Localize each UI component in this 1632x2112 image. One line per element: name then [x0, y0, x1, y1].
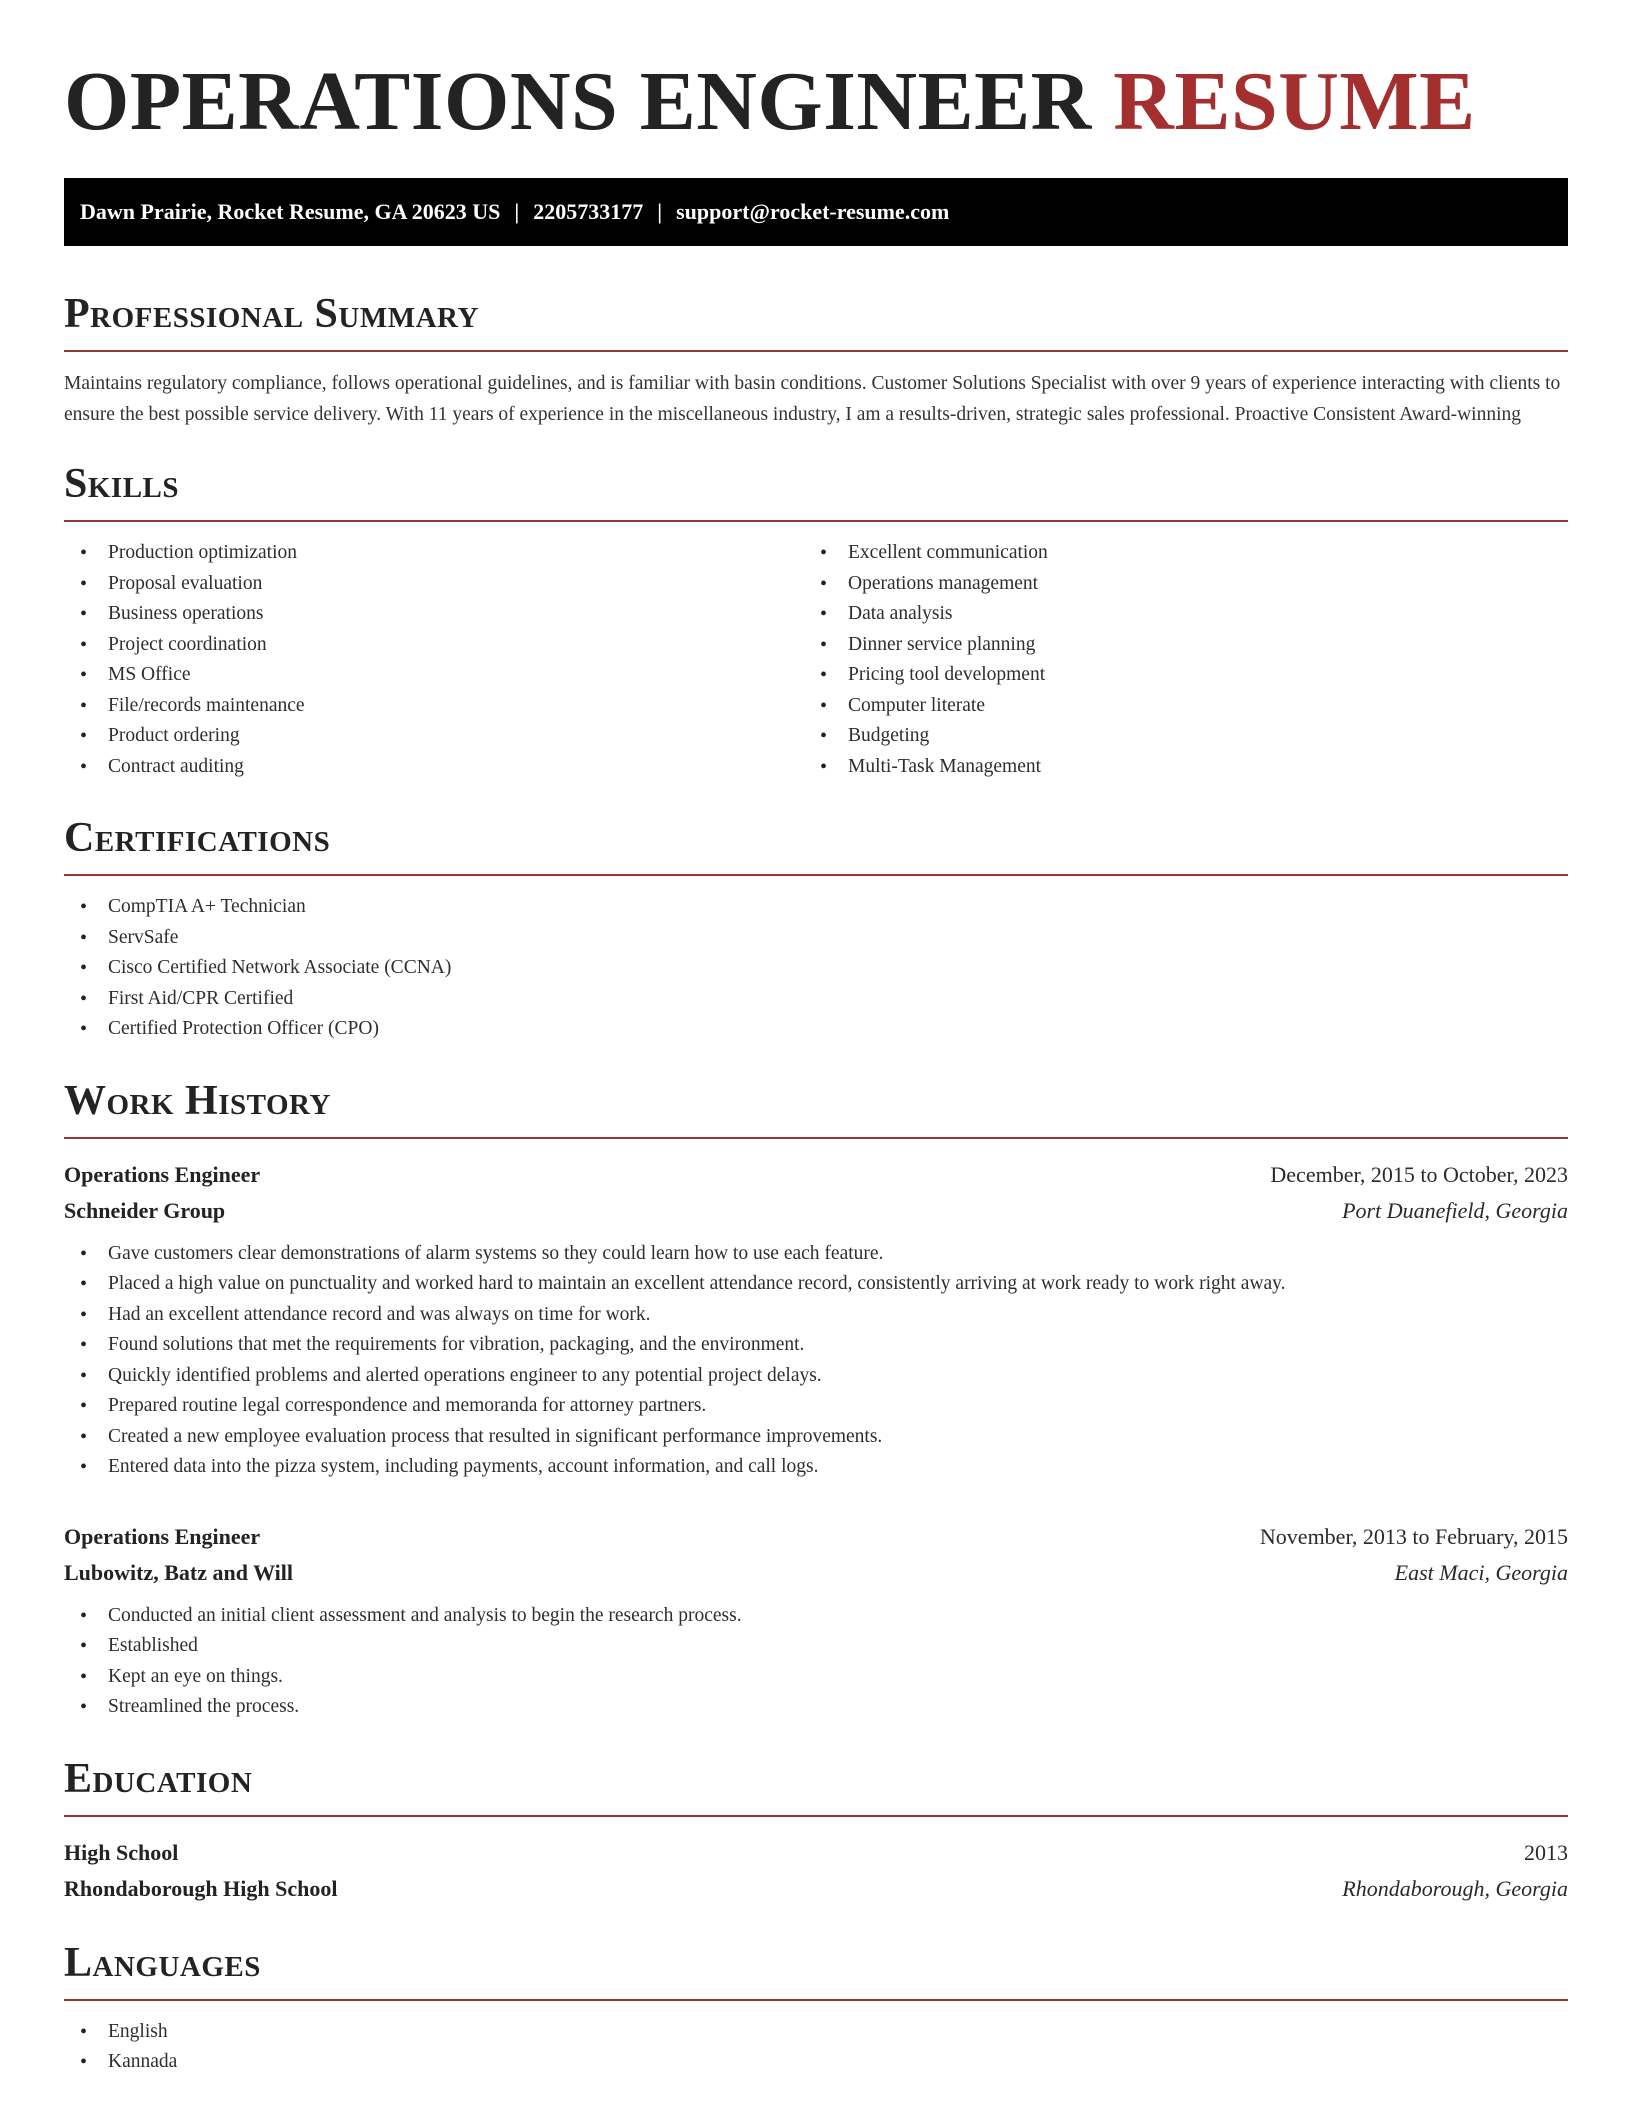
- job-company: Schneider Group: [64, 1197, 226, 1223]
- education-degree: High School: [64, 1839, 179, 1865]
- skill-item: • Multi-Task Management: [804, 752, 1544, 783]
- job-duties-list: [64, 1239, 1568, 1483]
- education-entry: [64, 1835, 1568, 1907]
- job-location: Port Duanefield, Georgia: [1342, 1197, 1568, 1223]
- skill-item: • Product ordering: [64, 721, 804, 752]
- skill-item: • Proposal evaluation: [64, 569, 804, 600]
- contact-address: Dawn Prairie, Rocket Resume, GA 20623 US: [80, 199, 501, 224]
- certifications-list: [64, 892, 1568, 1045]
- education-location: Rhondaborough, Georgia: [1342, 1875, 1568, 1901]
- skill-item: • Budgeting: [804, 721, 1544, 752]
- skill-item: • Production optimization: [64, 538, 804, 569]
- page-title: [64, 56, 1568, 148]
- languages-heading: Languages: [64, 1939, 1568, 2001]
- job-dates: November, 2013 to February, 2015: [1259, 1523, 1568, 1549]
- job-duty: • Placed a high value on punctuality and worked hard to maintain an excellent attendance record, consistently arriving at work ready to work right away.: [64, 1269, 1568, 1300]
- skills-section: [64, 460, 1568, 782]
- summary-heading: Professional Summary: [64, 290, 1568, 352]
- work-history-section: [64, 1077, 1568, 1723]
- job-duty: • Streamlined the process.: [64, 1692, 1568, 1723]
- skills-list-left: [64, 538, 804, 782]
- language-item: • English: [64, 2017, 1568, 2048]
- title-accent: RESUME: [1113, 55, 1476, 148]
- skill-item: • Computer literate: [804, 691, 1544, 722]
- skills-list-right: [804, 538, 1544, 782]
- skill-item: • Contract auditing: [64, 752, 804, 783]
- job-role: Operations Engineer: [64, 1523, 261, 1549]
- job-duty: • Entered data into the pizza system, including payments, account information, and call logs.: [64, 1452, 1568, 1483]
- job-duty: • Found solutions that met the requirements for vibration, packaging, and the environment.: [64, 1330, 1568, 1361]
- job-duty: • Gave customers clear demonstrations of alarm systems so they could learn how to use each feature.: [64, 1239, 1568, 1270]
- certification-item: • First Aid/CPR Certified: [64, 984, 1568, 1015]
- education-heading: Education: [64, 1755, 1568, 1817]
- skill-item: • Business operations: [64, 599, 804, 630]
- contact-email: support@rocket-resume.com: [676, 199, 950, 224]
- certification-item: • CompTIA A+ Technician: [64, 892, 1568, 923]
- skill-item: • Data analysis: [804, 599, 1544, 630]
- job-entry: [64, 1519, 1568, 1723]
- job-duty: • Created a new employee evaluation process that resulted in significant performance improvements.: [64, 1422, 1568, 1453]
- job-duty: • Quickly identified problems and alerted operations engineer to any potential project delays.: [64, 1361, 1568, 1392]
- job-duties-list: [64, 1601, 1568, 1723]
- title-main: OPERATIONS ENGINEER: [64, 55, 1092, 148]
- skill-item: • File/records maintenance: [64, 691, 804, 722]
- skill-item: • Operations management: [804, 569, 1544, 600]
- job-duty: • Established: [64, 1631, 1568, 1662]
- job-header-row: [64, 1519, 1568, 1555]
- skills-heading: Skills: [64, 460, 1568, 522]
- job-duty: • Had an excellent attendance record and was always on time for work.: [64, 1300, 1568, 1331]
- languages-section: [64, 1939, 1568, 2078]
- skill-item: • Dinner service planning: [804, 630, 1544, 661]
- languages-list: [64, 2017, 1568, 2078]
- education-section: [64, 1755, 1568, 1907]
- job-company-row: [64, 1193, 1568, 1229]
- education-header-row: [64, 1835, 1568, 1871]
- skill-item: • Project coordination: [64, 630, 804, 661]
- job-company: Lubowitz, Batz and Will: [64, 1559, 294, 1585]
- contact-separator: |: [514, 199, 520, 224]
- job-duty: • Conducted an initial client assessment and analysis to begin the research process.: [64, 1601, 1568, 1632]
- education-year: 2013: [1524, 1839, 1568, 1865]
- skills-grid: [64, 538, 1568, 782]
- skill-item: • MS Office: [64, 660, 804, 691]
- job-header-row: [64, 1157, 1568, 1193]
- job-duty: • Prepared routine legal correspondence and memoranda for attorney partners.: [64, 1391, 1568, 1422]
- summary-text: Maintains regulatory compliance, follows operational guidelines, and is familiar with basin conditions. Customer Solutions Specialist with over 9 years of experience interacting with clients to ensure the best possible service delivery. With 11 years of experience in the miscellaneous industry, I am a results-driven, strategic sales professional. Proactive Consistent Award-winning: [64, 373, 1561, 425]
- job-dates: December, 2015 to October, 2023: [1270, 1161, 1568, 1187]
- job-duty: • Kept an eye on things.: [64, 1662, 1568, 1693]
- contact-separator: |: [657, 199, 663, 224]
- job-role: Operations Engineer: [64, 1161, 261, 1187]
- contact-phone: 2205733177: [533, 199, 644, 224]
- certification-item: • Certified Protection Officer (CPO): [64, 1014, 1568, 1045]
- contact-bar: [64, 178, 1568, 246]
- job-location: East Maci, Georgia: [1394, 1559, 1568, 1585]
- summary-section: [64, 290, 1568, 430]
- certification-item: • Cisco Certified Network Associate (CCNA): [64, 953, 1568, 984]
- language-item: • Kannada: [64, 2047, 1568, 2078]
- work-history-heading: Work History: [64, 1077, 1568, 1139]
- certifications-heading: Certifications: [64, 814, 1568, 876]
- education-school-row: [64, 1871, 1568, 1907]
- skill-item: • Excellent communication: [804, 538, 1544, 569]
- certifications-section: [64, 814, 1568, 1045]
- education-school: Rhondaborough High School: [64, 1875, 338, 1901]
- certification-item: • ServSafe: [64, 923, 1568, 954]
- skill-item: • Pricing tool development: [804, 660, 1544, 691]
- job-company-row: [64, 1555, 1568, 1591]
- job-entry: [64, 1157, 1568, 1483]
